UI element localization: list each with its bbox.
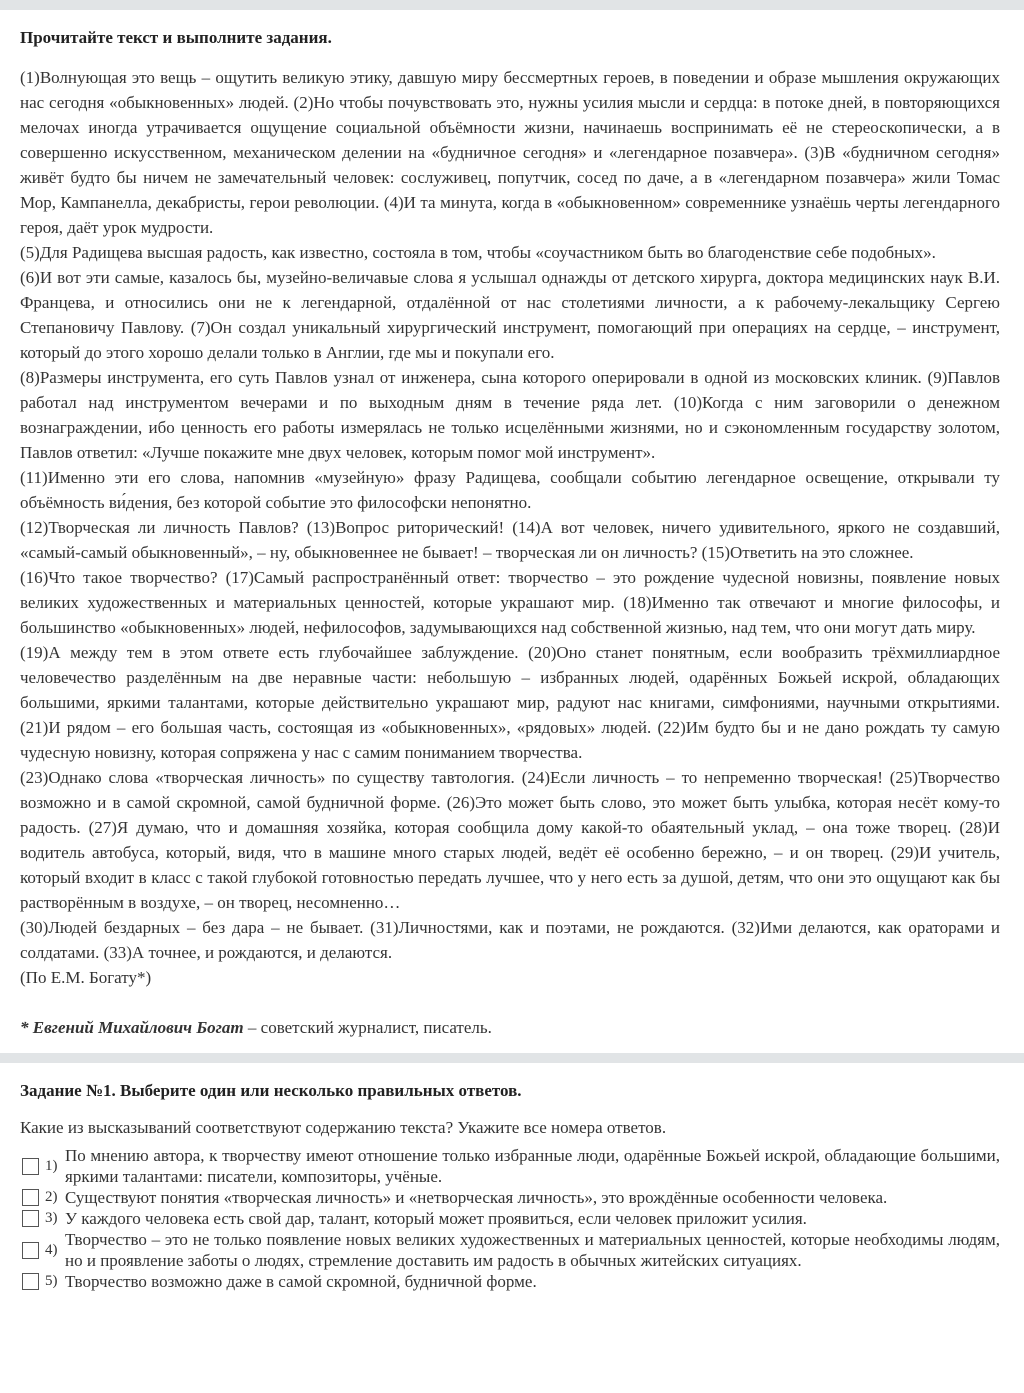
answer-option[interactable] xyxy=(20,1208,1000,1229)
reading-section xyxy=(0,27,1024,1040)
option-number: 5) xyxy=(45,1273,58,1289)
option-text: Творчество возможно даже в самой скромной, будничной форме. xyxy=(65,1272,537,1291)
source-attribution: (По Е.М. Богату*) xyxy=(20,968,152,987)
paragraph: (16)Что такое творчество? (17)Самый распространённый ответ: творчество – это рождение чудесной новизны, появление новых великих художественных и материальных ценностей, которые украшают мир. (18)Именно так отвечают и многие философы, и большинство «обыкновенных» людей, нефилософов, задумывающихся над собственной жизнью, над тем, что они могут дать миру. xyxy=(20,568,1000,637)
paragraph: (6)И вот эти самые, казалось бы, музейно-величавые слова я услышал однажды от детского хирурга, доктора медицинских наук В.И. Францева, и относились они не к легендарной, отдалённой от нас столетиями личности, а к рабочему-лекальщику Сергею Степановичу Павлову. (7)Он создал уникальный хирургический инструмент, помогающий при операциях на сердце, – инструмент, который до этого хорошо делали только в Англии, где мы и покупали его. xyxy=(20,268,1000,362)
paragraph: (11)Именно эти его слова, напомнив «музейную» фразу Радищева, сообщали событию легендарное освещение, открывали ту объёмность ви́дения, без которой событие это философски непонятно. xyxy=(20,468,1000,512)
paragraph: (1)Волнующая это вещь – ощутить великую этику, давшую миру бессмертных героев, в поведении и образе мышления окружающих нас сегодня «обыкновенных» людей. (2)Но чтобы почувствовать это, нужны усилия мысли и сердца: в потоке дней, в повторяющихся мелочах иногда утрачивается ощущение социальной объёмности жизни, начинаешь воспринимать её не стереоскопически, а в совершенно искусственном, механическом делении на «будничное сегодня» и «легендарное позавчера». (3)В «будничном сегодня» живёт будто бы ничем не замечательный человек: сослуживец, попутчик, сосед по даче, а в «легендарном позавчера» жили Томас Мор, Кампанелла, декабристы, герои революции. (4)И та минута, когда в «обыкновенном» современнике узнаёшь черты легендарного героя, даёт урок мудрости. xyxy=(20,68,1000,237)
option-number: 1) xyxy=(45,1157,58,1174)
checkbox[interactable] xyxy=(22,1242,39,1259)
paragraph: (19)А между тем в этом ответе есть глубочайшее заблуждение. (20)Оно станет понятным, если вообразить трёхмиллиардное человечество разделённым на две неравные части: небольшую – избранных людей, одарённых Божьей искрой, обладающих большими, яркими талантами, которые действительно украшают мир, радуют нас книгами, симфониями, научными открытиями. (21)И рядом – его большая часть, состоящая из «обыкновенных», «рядовых» людей. (22)Им будто бы и не дано рождать ту самую чудесную новизну, которая сопряжена у нас с самим пониманием творчества. xyxy=(20,643,1000,762)
footnote xyxy=(20,1015,1004,1040)
reading-text xyxy=(20,65,1000,990)
paragraph: (8)Размеры инструмента, его суть Павлов узнал от инженера, сына которого оперировали в одной из московских клиник. (9)Павлов работал над инструментом вечерами и по выходным дням в течение ряда лет. (10)Когда с ним заговорили о денежном вознаграждении, ибо ценность его работы измерялась не только исцелёнными жизнями, но и сэкономленным государству золотом, Павлов ответил: «Лучше покажите мне двух человек, которым помог мой инструмент». xyxy=(20,368,1000,462)
answer-option[interactable] xyxy=(20,1187,1000,1208)
task-question: Какие из высказываний соответствуют содержанию текста? Укажите все номера ответов. xyxy=(20,1118,667,1137)
footnote-name: Евгений Михайлович Богат xyxy=(32,1018,244,1037)
option-number: 2) xyxy=(45,1189,58,1205)
paragraph: (30)Людей бездарных – без дара – не бывает. (31)Личностями, как и поэтами, не рождаются. (32)Ими делаются, как ораторами и солдатами. (33)А точнее, и рождаются, и делаются. xyxy=(20,918,1000,962)
task-title: Задание №1. Выберите один или несколько правильных ответов. xyxy=(20,1081,522,1100)
reading-title: Прочитайте текст и выполните задания. xyxy=(20,28,332,47)
checkbox[interactable] xyxy=(22,1210,39,1227)
section-separator xyxy=(0,1053,1024,1063)
answer-option[interactable] xyxy=(20,1145,1000,1187)
footnote-marker: * xyxy=(20,1018,29,1037)
answer-option[interactable] xyxy=(20,1229,1000,1271)
checkbox[interactable] xyxy=(22,1158,39,1175)
paragraph: (5)Для Радищева высшая радость, как известно, состояла в том, чтобы «соучастником быть во благоденствие себе подобных». xyxy=(20,243,936,262)
answer-options xyxy=(20,1145,1000,1292)
checkbox[interactable] xyxy=(22,1273,39,1290)
footnote-text: – советский журналист, писатель. xyxy=(243,1018,492,1037)
paragraph: (12)Творческая ли личность Павлов? (13)Вопрос риторический! (14)А вот человек, ничего удивительного, яркого не создавший, «самый-самый обыкновенный», – ну, обыкновеннее не бывает! – творческая ли он личность? (15)Ответить на это сложнее. xyxy=(20,518,1000,562)
option-number: 4) xyxy=(45,1241,58,1258)
checkbox[interactable] xyxy=(22,1189,39,1206)
option-text: Существуют понятия «творческая личность» и «нетворческая личность», это врождённые особенности человека. xyxy=(65,1188,888,1207)
option-text: Творчество – это не только появление новых великих художественных и материальных ценностей, которые необходимы людям, но и проявление заботы о людях, стремление доставить им радость в обычных житейских ситуациях. xyxy=(65,1230,1000,1270)
task-section xyxy=(0,1080,1024,1292)
option-text: У каждого человека есть свой дар, талант, который может проявиться, если человек приложит усилия. xyxy=(65,1209,807,1228)
answer-option[interactable] xyxy=(20,1271,1000,1292)
option-text: По мнению автора, к творчеству имеют отношение только избранные люди, одарённые Божьей искрой, обладающие большими, яркими талантами: писатели, композиторы, учёные. xyxy=(65,1146,1000,1186)
top-separator xyxy=(0,0,1024,10)
option-number: 3) xyxy=(45,1210,58,1226)
paragraph: (23)Однако слова «творческая личность» по существу тавтология. (24)Если личность – то непременно творческая! (25)Творчество возможно и в самой скромной, самой будничной форме. (26)Это может быть слово, это может быть улыбка, которая несёт кому-то радость. (27)Я думаю, что и домашняя хозяйка, которая сообщила дому какой-то обаятельный уклад, – она тоже творец. (28)И водитель автобуса, который, видя, что в машине много старых людей, ведёт её особенно бережно, – и он творец. (29)И учитель, который входит в класс с такой глубокой готовностью передать лучшее, что у него есть за душой, детям, что они это ощущают как бы растворённым в воздухе, – он творец, несомненно… xyxy=(20,768,1000,912)
